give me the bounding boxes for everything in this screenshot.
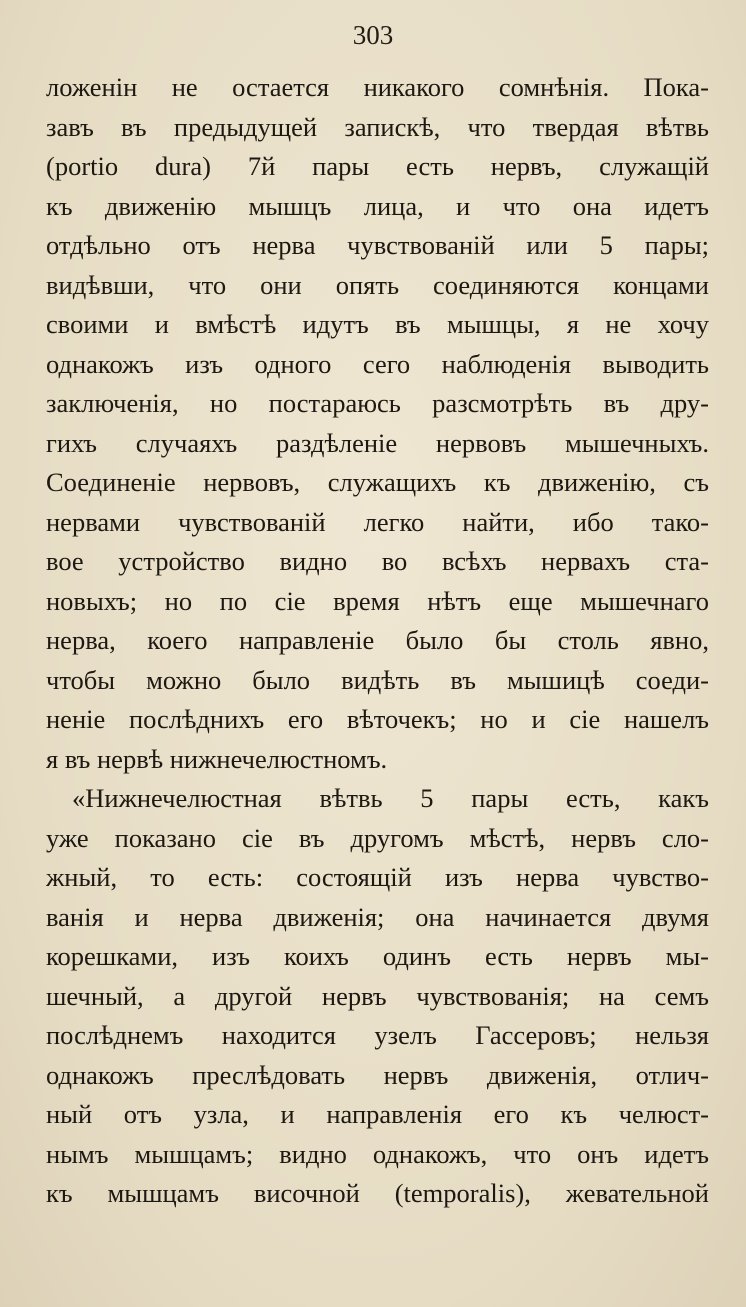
text-line: однакожъ преслѣдовать нервъ движенія, отлич- bbox=[46, 1059, 709, 1090]
text-line: ный отъ узла, и направленія его къ челюст- bbox=[46, 1099, 709, 1129]
text-line: завъ въ предыдущей запискѣ, что твердая вѣтвь bbox=[46, 111, 709, 142]
text-line: нымъ мышцамъ; видно однакожъ, что онъ идетъ bbox=[46, 1138, 709, 1169]
text-line: корешками, изъ коихъ одинъ есть нервъ мы- bbox=[46, 941, 709, 971]
text-line: чтобы можно было видѣть въ мышицѣ соеди- bbox=[46, 664, 709, 695]
text-line: новыхъ; но по сіе время нѣтъ еще мышечнаго bbox=[46, 585, 709, 616]
text-line: отдѣльно отъ нерва чувствованій или 5 пары; bbox=[46, 230, 709, 260]
text-line: (portio dura) 7й пары есть нервъ, служащій bbox=[46, 151, 709, 181]
text-line: къ движенію мышцъ лица, и что она идетъ bbox=[46, 190, 709, 221]
text-line: уже показано сіе въ другомъ мѣстѣ, нервъ сло- bbox=[46, 822, 709, 853]
text-line: я въ нервѣ нижнечелюстномъ. bbox=[46, 743, 388, 774]
text-line: заключенія, но постараюсь разсмотрѣть въ дру- bbox=[46, 388, 709, 418]
text-line: вое устройство видно во всѣхъ нервахъ ста- bbox=[46, 546, 709, 576]
text-line: жный, то есть: состоящій изъ нерва чувство- bbox=[46, 862, 709, 892]
body-text bbox=[46, 68, 709, 1214]
text-line: ванія и нерва движенія; она начинается двумя bbox=[46, 901, 709, 932]
text-line: къ мышцамъ височной (temporalis), жевательной bbox=[46, 1178, 709, 1208]
text-line: гихъ случаяхъ раздѣленіе нервовъ мышечныхъ. bbox=[46, 427, 709, 458]
text-line: послѣднемъ находится узелъ Гассеровъ; нельзя bbox=[46, 1020, 709, 1050]
text-line: ложенін не остается никакого сомнѣнія. Пока- bbox=[46, 72, 709, 102]
text-line: «Нижнечелюстная вѣтвь 5 пары есть, какъ bbox=[72, 783, 709, 813]
text-line: нерва, коего направленіе было бы столь явно, bbox=[46, 625, 709, 655]
text-line: нервами чувствованій легко найти, ибо тако- bbox=[46, 506, 709, 537]
text-line: своими и вмѣстѣ идутъ въ мышцы, я не хочу bbox=[46, 309, 709, 339]
text-line: шечный, а другой нервъ чувствованія; на семъ bbox=[46, 980, 709, 1011]
page-number: 303 bbox=[352, 20, 394, 50]
text-line: видѣвши, что они опять соединяются концами bbox=[46, 269, 709, 300]
text-line: неніе послѣднихъ его вѣточекъ; но и сіе нашелъ bbox=[46, 704, 709, 734]
text-line: однакожъ изъ одного сего наблюденія выводить bbox=[46, 348, 709, 379]
text-line: Соединеніе нервовъ, служащихъ къ движенію, съ bbox=[46, 467, 709, 497]
